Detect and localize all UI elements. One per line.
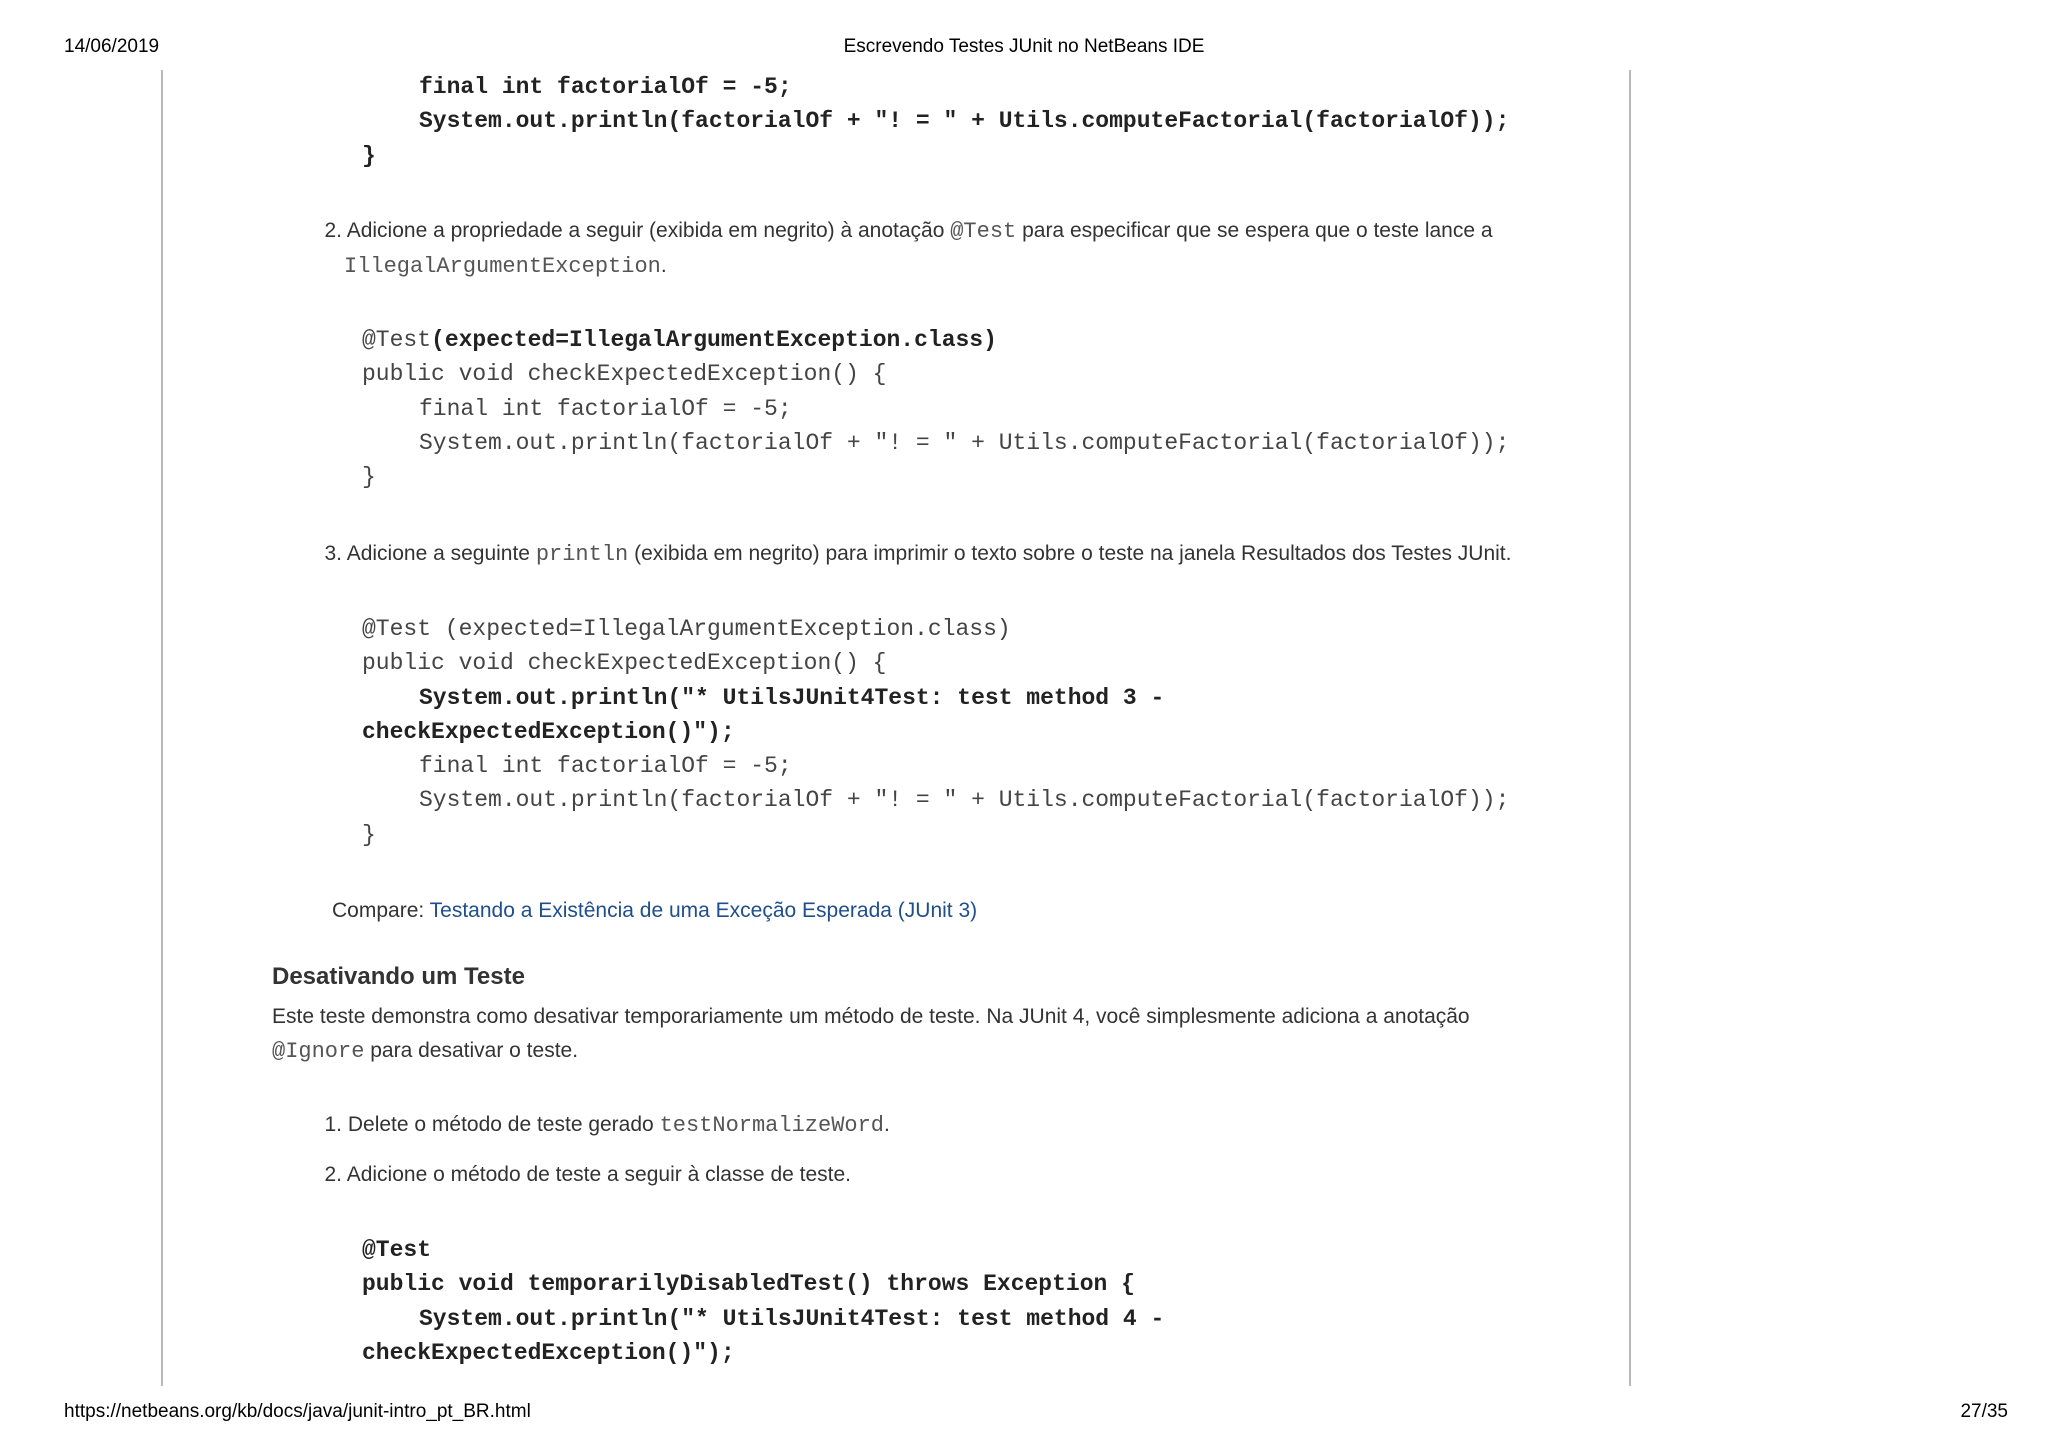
page-title: Escrevendo Testes JUnit no NetBeans IDE bbox=[843, 36, 1205, 57]
code-line: System.out.println(factorialOf + "! = " + Utils.computeFactorial(factorialOf)); bbox=[419, 108, 1510, 135]
left-border bbox=[161, 70, 163, 1386]
code-line: } bbox=[362, 821, 376, 848]
code-line: System.out.println(factorialOf + "! = " + Utils.computeFactorial(factorialOf)); bbox=[419, 787, 1510, 814]
page-url: https://netbeans.org/kb/docs/java/junit-intro_pt_BR.html bbox=[64, 1401, 531, 1422]
code-line: public void temporarilyDisabledTest() throws Exception { bbox=[362, 1271, 1135, 1298]
section-heading: Desativando um Teste bbox=[272, 963, 525, 990]
right-border bbox=[1629, 70, 1631, 1386]
inline-code: @Test bbox=[950, 219, 1017, 244]
code-line: checkExpectedException()"); bbox=[362, 1339, 735, 1366]
code-block-b bbox=[362, 323, 1509, 494]
step-2: 2. Adicione a propriedade a seguir (exibida em negrito) à anotação @Test para especificar que se espera que o teste lance a IllegalArgumentException. bbox=[324, 219, 1493, 280]
inline-code: println bbox=[535, 542, 629, 567]
code-block-d bbox=[362, 1233, 1164, 1370]
code-line: } bbox=[362, 464, 376, 491]
page-number: 27/35 bbox=[1960, 1401, 2008, 1422]
compare-link[interactable]: Testando a Existência de uma Exceção Esperada (JUnit 3) bbox=[429, 899, 978, 922]
inline-code: IllegalArgumentException bbox=[344, 254, 661, 280]
code-line: final int factorialOf = -5; bbox=[419, 74, 792, 100]
code-line: public void checkExpectedException() { bbox=[362, 361, 887, 388]
code-block-c bbox=[362, 612, 1509, 852]
step-3: 3. Adicione a seguinte println (exibida em negrito) para imprimir o texto sobre o teste na janela Resultados dos Testes JUnit. bbox=[324, 542, 1512, 567]
print-date: 14/06/2019 bbox=[64, 36, 160, 57]
code-line: final int factorialOf = -5; bbox=[419, 753, 792, 780]
inline-code: @Ignore bbox=[272, 1039, 365, 1065]
code-line: System.out.println("* UtilsJUnit4Test: test method 3 - bbox=[419, 684, 1165, 711]
code-line: @Test bbox=[362, 1237, 432, 1263]
step-1-delete: 1. Delete o método de teste gerado testNormalizeWord. bbox=[324, 1113, 890, 1138]
code-block-a bbox=[362, 70, 1509, 173]
code-line: System.out.println("* UtilsJUnit4Test: test method 4 - bbox=[419, 1305, 1165, 1332]
inline-code: testNormalizeWord bbox=[659, 1113, 884, 1138]
code-line: public void checkExpectedException() { bbox=[362, 650, 887, 677]
compare-line: Compare: Testando a Existência de uma Exceção Esperada (JUnit 3) bbox=[332, 899, 978, 922]
code-line: final int factorialOf = -5; bbox=[419, 395, 792, 422]
code-line: checkExpectedException()"); bbox=[362, 718, 735, 745]
section-intro: Este teste demonstra como desativar temporariamente um método de teste. Na JUnit 4, você simplesmente adiciona a anotação @Ignore para desativar o teste. bbox=[272, 1005, 1470, 1065]
step-2-add: 2. Adicione o método de teste a seguir à classe de teste. bbox=[324, 1163, 851, 1186]
code-line: System.out.println(factorialOf + "! = " + Utils.computeFactorial(factorialOf)); bbox=[419, 429, 1510, 456]
code-line: @Test(expected=IllegalArgumentException.class) bbox=[362, 327, 997, 353]
code-line: @Test (expected=IllegalArgumentException.class) bbox=[362, 616, 1011, 642]
code-line: } bbox=[362, 142, 376, 169]
